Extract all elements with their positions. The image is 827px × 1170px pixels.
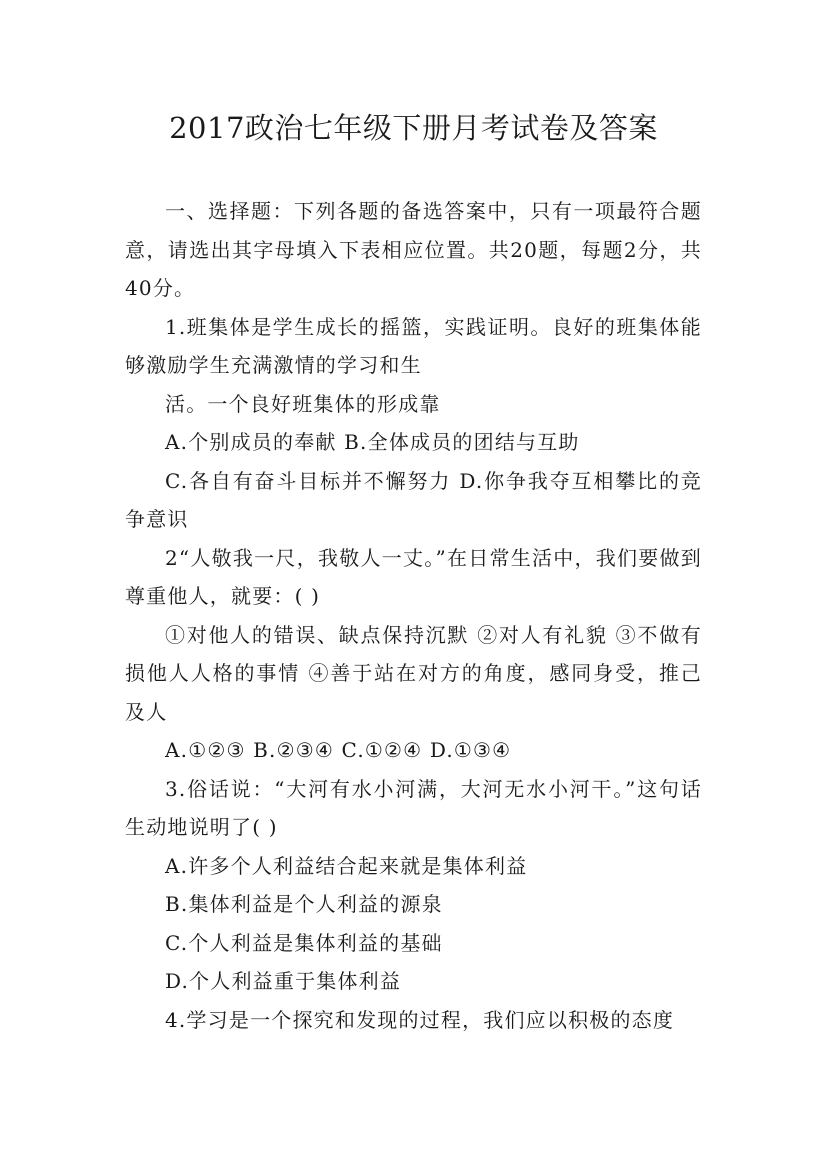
document-body — [125, 192, 702, 1039]
question-2-options: A.①②③ B.②③④ C.①②④ D.①③④ — [165, 738, 512, 762]
question-3-option-d: D.个人利益重于集体利益 — [165, 969, 402, 993]
document-title: 2017政治七年级下册月考试卷及答案 — [169, 111, 658, 145]
question-3-option-c: C.个人利益是集体利益的基础 — [165, 930, 443, 955]
question-1-options-cd: C.各自有奋斗目标并不懈努力 D.你争我夺互相攀比的竞争意识 — [125, 468, 702, 531]
question-4-stem: 4.学习是一个探究和发现的过程，我们应以积极的态度 — [165, 1007, 675, 1032]
instructions-paragraph: 一、选择题：下列各题的备选答案中，只有一项最符合题意，请选出其字母填入下表相应位置。共20题，每题2分，共40分。 — [125, 199, 702, 300]
question-2-statements: ①对他人的错误、缺点保持沉默 ②对人有礼貌 ③不做有损他人人格的事情 ④善于站在对方的角度，感同身受，推己及人 — [125, 622, 702, 724]
question-3-option-b: B.集体利益是个人利益的源泉 — [165, 892, 443, 916]
question-3-stem: 3.俗话说：“大河有水小河满，大河无水小河干。”这句话生动地说明了( ) — [125, 776, 702, 839]
question-3-option-a: A.许多个人利益结合起来就是集体利益 — [165, 853, 528, 878]
question-1-stem-continued: 活。一个良好班集体的形成靠 — [165, 391, 441, 416]
question-2-stem: 2“人敬我一尺，我敬人一丈。”在日常生活中，我们要做到尊重他人，就要：( ) — [125, 545, 702, 608]
question-1-stem: 1.班集体是学生成长的摇篮，实践证明。良好的班集体能够激励学生充满激情的学习和生 — [125, 314, 702, 377]
question-1-options-ab: A.个别成员的奉献 B.全体成员的团结与互助 — [165, 430, 580, 454]
